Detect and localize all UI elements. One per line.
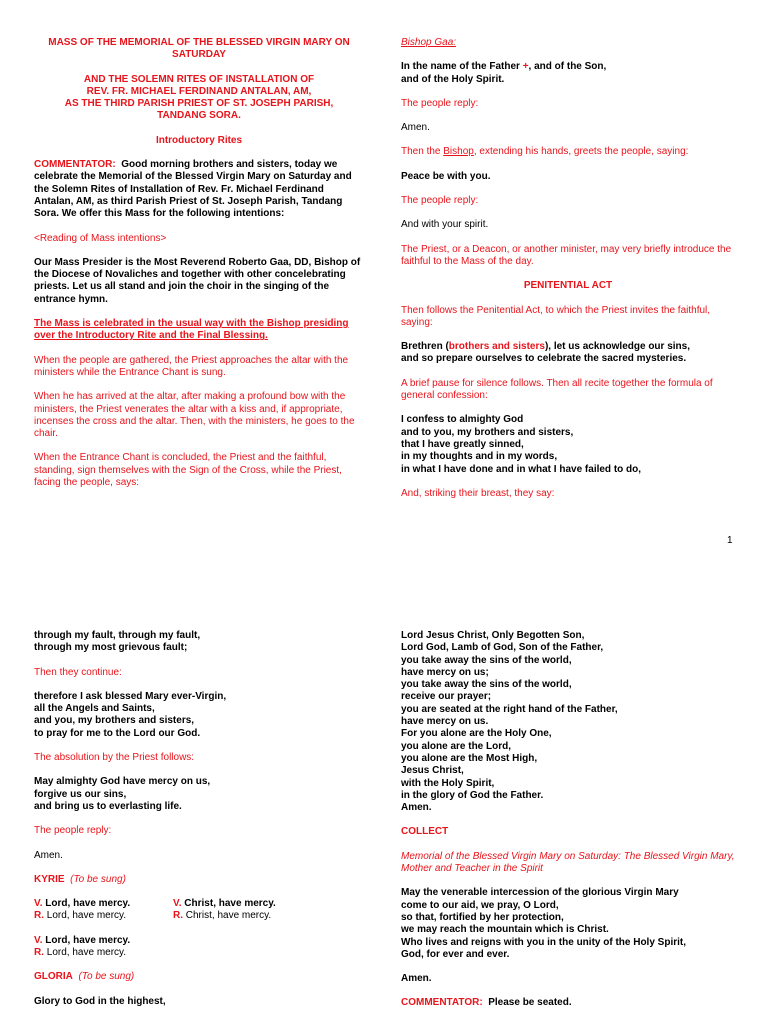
ask-line: and you, my brothers and sisters, [34, 715, 195, 727]
fault-lines [34, 630, 364, 655]
gloria-line: you are seated at the right hand of the Father, [401, 703, 618, 715]
installation-place: TANDANG SORA. [157, 110, 241, 122]
kyrie-v3 [34, 935, 364, 947]
ask-line: to pray for me to the Lord our God. [34, 727, 201, 739]
brethren-text-c: ), let us acknowledge our sins, [544, 341, 690, 353]
collect-prayer [401, 887, 735, 961]
section-introductory-rites: Introductory Rites [155, 134, 243, 146]
gloria-line: receive our prayer; [401, 691, 492, 703]
collect-line: Who lives and reigns with you in the unity of the Holy Spirit, [401, 936, 687, 948]
sign-text-a: In the name of the Father [401, 61, 523, 73]
spirit-response: And with your spirit. [401, 219, 489, 231]
sign-text-b: , and of the Son, [528, 61, 607, 73]
pause-note: A brief pause for silence follows. Then all recite together the formula of general confession: [401, 377, 713, 402]
commentator-seated [401, 997, 735, 1009]
versicle-mark: V. [34, 898, 43, 910]
greeting-rubric [401, 146, 735, 158]
kyrie-r3-text: Lord, have mercy. [44, 947, 127, 959]
gloria-line: you alone are the Most High, [401, 752, 538, 764]
reading-intentions: <Reading of Mass intentions> [34, 232, 167, 244]
rubric-altar: When he has arrived at the altar, after making a profound bow with the ministers, the Priest venerates the altar with a kiss and, if appropriate, incenses the cross and the altar. Then, with the ministers, he goes to the chair. [34, 391, 355, 440]
greeting-text-b: , extending his hands, greets the people, saying: [473, 146, 689, 158]
collect-amen: Amen. [401, 973, 432, 985]
rubric-entrance: When the people are gathered, the Priest approaches the altar with the ministers while the Entrance Chant is sung. [34, 354, 349, 378]
absolution-line: forgive us our sins, [34, 788, 127, 800]
gloria-line: Lord Jesus Christ, Only Begotten Son, [401, 630, 585, 641]
sign-of-cross-text [401, 61, 735, 86]
fault-line: through my fault, through my fault, [34, 630, 201, 641]
gloria-first-line: Glory to God in the highest, [34, 995, 166, 1007]
absolution-prayer [34, 776, 364, 813]
kyrie-block-1 [34, 898, 364, 923]
confiteor-line: in my thoughts and in my words, [401, 451, 558, 463]
brethren-alt: brothers and sisters [448, 341, 545, 353]
presider-paragraph: Our Mass Presider is the Most Reverend Roberto Gaa, DD, Bishop of the Diocese of Novaliches and together with other concelebrating priests. Let us all stand and join the choir in the singing of the entrance hymn. [34, 256, 361, 305]
kyrie-r2 [173, 910, 271, 922]
confiteor-line: and to you, my brothers and sisters, [401, 426, 574, 438]
versicle-mark: V. [34, 934, 43, 946]
page2-right-column [401, 630, 735, 1022]
gloria-line: have mercy on us. [401, 716, 489, 728]
response-mark: R. [34, 947, 44, 959]
gloria-line: Amen. [401, 802, 432, 814]
collect-line: May the venerable intercession of the glorious Virgin Mary [401, 887, 679, 899]
collect-line: come to our aid, we pray, O Lord, [401, 899, 559, 911]
gloria-heading [34, 971, 364, 983]
penitential-act-title: PENITENTIAL ACT [523, 280, 613, 292]
versicle-mark: V. [173, 898, 182, 910]
sign-text-c: and of the Holy Spirit. [401, 73, 505, 85]
kyrie-r2-text: Christ, have mercy. [183, 910, 272, 922]
kyrie-v2-text: Christ, have mercy. [181, 898, 276, 910]
gloria-line: you alone are the Lord, [401, 740, 512, 752]
mass-note: The Mass is celebrated in the usual way with the Bishop presiding over the Introductory Rite and the Final Blessing. [34, 318, 349, 342]
gloria-line: have mercy on us; [401, 666, 489, 678]
amen-1: Amen. [401, 122, 430, 134]
breast-note: And, striking their breast, they say: [401, 487, 555, 499]
installation-title: AND THE SOLEMN RITES OF INSTALLATION OF [83, 73, 315, 85]
installation-parish: AS THE THIRD PARISH PRIEST OF ST. JOSEPH PARISH, [64, 98, 334, 110]
gloria-line: you take away the sins of the world, [401, 654, 572, 666]
absolution-note: The absolution by the Priest follows: [34, 752, 195, 764]
people-reply-1: The people reply: [401, 97, 479, 109]
gloria-title: GLORIA [34, 971, 73, 983]
page-number: 1 [727, 535, 733, 546]
gloria-line: For you alone are the Holy One, [401, 728, 552, 740]
confiteor [401, 414, 735, 475]
collect-line: so that, fortified by her protection, [401, 911, 564, 923]
intro-note: The Priest, or a Deacon, or another minister, may very briefly introduce the faithful to the Mass of the day. [401, 243, 732, 267]
gloria-text [401, 630, 735, 814]
page1-right-column [401, 37, 735, 512]
confiteor-line: that I have greatly sinned, [401, 438, 524, 450]
kyrie-row [34, 910, 364, 922]
brethren-invitation [401, 341, 735, 366]
page1-left-column [34, 37, 364, 501]
kyrie-row [34, 898, 364, 910]
commentator-label-2: COMMENTATOR: [401, 997, 483, 1009]
ask-line: therefore I ask blessed Mary ever-Virgin, [34, 690, 227, 702]
gloria-line: you take away the sins of the world, [401, 679, 572, 691]
kyrie-block-2 [34, 935, 364, 960]
confiteor-line: I confess to almighty God [401, 414, 524, 426]
mass-title: MASS OF THE MEMORIAL OF THE BLESSED VIRGIN MARY ON SATURDAY [48, 37, 350, 61]
ask-line: all the Angels and Saints, [34, 703, 155, 715]
ask-prayer [34, 691, 364, 740]
greeting-text-a: Then the [401, 146, 444, 158]
kyrie-v1 [34, 898, 173, 910]
commentator-label: COMMENTATOR: [34, 159, 116, 171]
response-mark: R. [173, 910, 183, 922]
rubric-sign-of-cross: When the Entrance Chant is concluded, the Priest and the faithful, standing, sign themselves with the Sign of the Cross, while the Priest, facing the people, says: [34, 452, 342, 489]
cross-symbol: + [522, 61, 529, 73]
amen-2: Amen. [34, 849, 63, 861]
gloria-line: with the Holy Spirit, [401, 777, 495, 789]
absolution-line: May almighty God have mercy on us, [34, 776, 211, 788]
kyrie-r3 [34, 947, 364, 959]
kyrie-sung-note: (To be sung) [70, 873, 126, 885]
kyrie-v3-text: Lord, have mercy. [42, 934, 131, 946]
commentator-paragraph [34, 159, 364, 220]
collect-line: we may reach the mountain which is Christ. [401, 924, 609, 936]
kyrie-r1-text: Lord, have mercy. [44, 910, 127, 922]
kyrie-v2 [173, 898, 276, 910]
peace-greeting: Peace be with you. [401, 170, 491, 182]
confiteor-line: in what I have done and in what I have failed to do, [401, 463, 642, 475]
collect-note: Memorial of the Blessed Virgin Mary on Saturday: The Blessed Virgin Mary, Mother and Teacher in the Spirit [401, 850, 735, 875]
installation-name: REV. FR. MICHAEL FERDINAND ANTALAN, AM, [86, 85, 312, 97]
page2-left-column [34, 630, 364, 1020]
brethren-text-a: Brethren ( [401, 341, 449, 353]
gloria-sung-note: (To be sung) [78, 971, 135, 983]
commentator-seated-text: Please be seated. [488, 997, 572, 1009]
greeting-bishop: Bishop [443, 146, 474, 158]
response-mark: R. [34, 910, 44, 922]
gloria-line: Jesus Christ, [401, 765, 464, 777]
absolution-line: and bring us to everlasting life. [34, 800, 182, 812]
kyrie-r1 [34, 910, 173, 922]
commentator-text: Good morning brothers and sisters, today we celebrate the Memorial of the Blessed Virgin Mary on Saturday and the Solemn Rites of Installation of Rev. Fr. Michael Ferdinand Antalan, AM, as third Parish Priest of St. Joseph Parish, Tandang Sora. We offer this Mass for the following intentions: [34, 159, 352, 220]
people-reply-3: The people reply: [34, 825, 112, 837]
gloria-line: Lord God, Lamb of God, Son of the Father, [401, 642, 604, 654]
people-reply-2: The people reply: [401, 195, 479, 207]
kyrie-title: KYRIE [34, 873, 65, 885]
fault-line: through my most grievous fault; [34, 642, 188, 654]
collect-line: God, for ever and ever. [401, 948, 510, 960]
continue-note: Then they continue: [34, 666, 122, 678]
kyrie-heading [34, 874, 364, 886]
kyrie-v1-text: Lord, have mercy. [42, 898, 131, 910]
penitential-note: Then follows the Penitential Act, to which the Priest invites the faithful, saying: [401, 304, 711, 328]
collect-title: COLLECT [401, 826, 449, 838]
bishop-heading: Bishop Gaa: [401, 37, 457, 48]
brethren-text-d: and so prepare ourselves to celebrate the sacred mysteries. [401, 353, 687, 365]
gloria-line: in the glory of God the Father. [401, 789, 544, 801]
